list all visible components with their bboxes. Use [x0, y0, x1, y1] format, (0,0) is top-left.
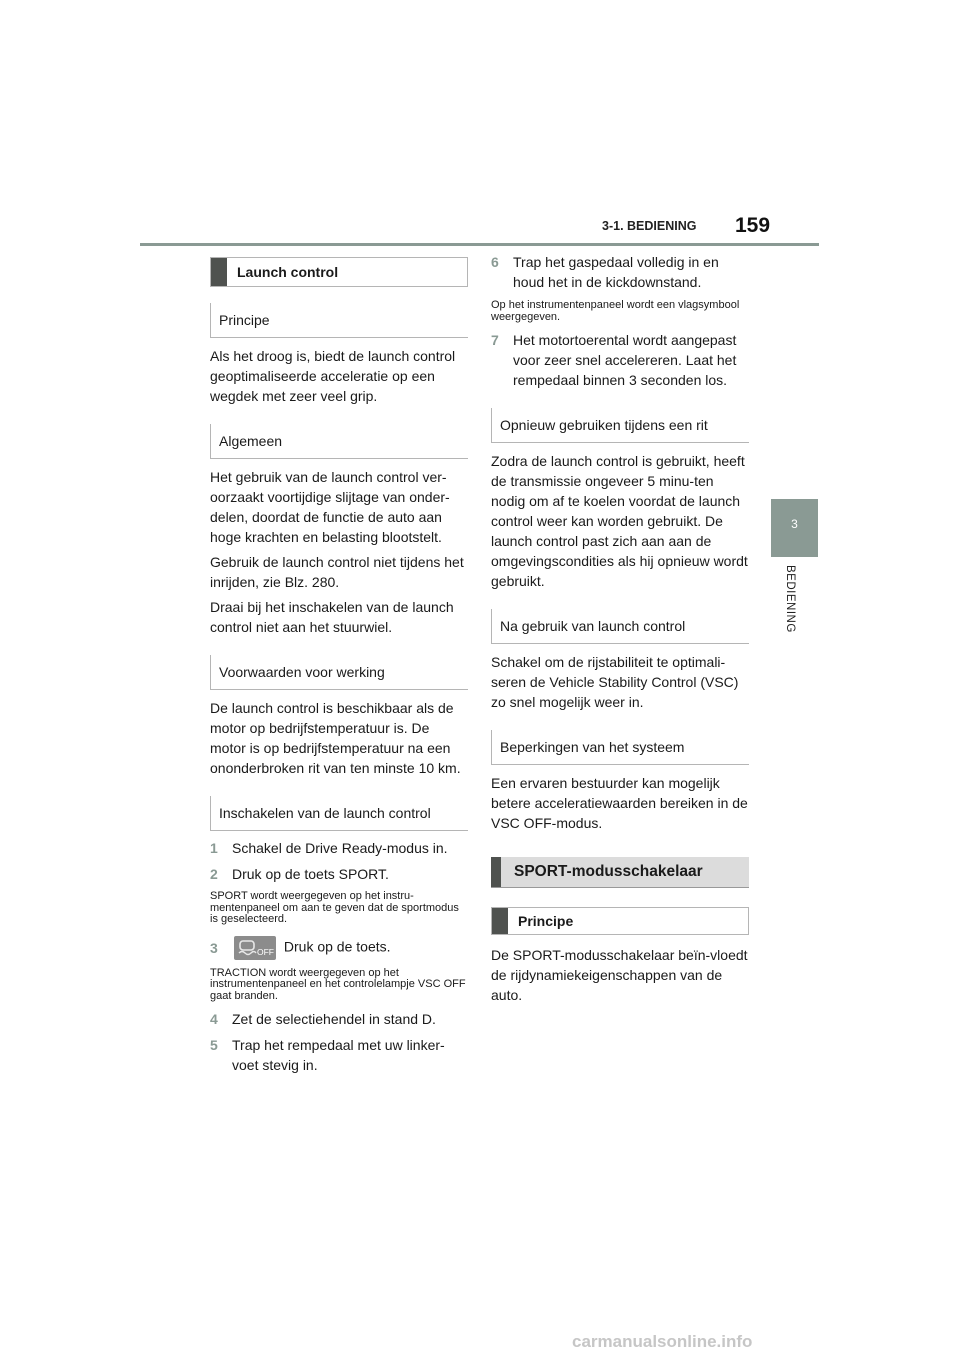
- voorwaarden-heading: Voorwaarden voor werking: [210, 655, 468, 690]
- step-number: 6: [491, 254, 499, 270]
- algemeen-paragraph-3: Draai bij het inschakelen van de launch control niet aan het stuurwiel.: [210, 599, 454, 635]
- step-number: 4: [210, 1011, 218, 1027]
- algemeen-paragraph-2: Gebruik de launch control niet tijdens het inrijden, zie Blz. 280.: [210, 554, 464, 590]
- step-number: 2: [210, 866, 218, 882]
- beperkingen-heading: Beperkingen van het systeem: [491, 730, 749, 765]
- launch-control-title: Launch control: [237, 264, 339, 280]
- step-number: 1: [210, 840, 218, 856]
- step-number: 5: [210, 1037, 218, 1053]
- step-7: [491, 330, 749, 390]
- chapter-label: BEDIENING: [784, 565, 796, 633]
- note-sport: SPORT wordt weergegeven op het instru-mentenpaneel om aan te geven dat de sportmodus is geselecteerd.: [210, 890, 459, 925]
- step-4: [210, 1009, 468, 1029]
- step-text: Zet de selectiehendel in stand D.: [232, 1011, 436, 1027]
- algemeen-heading: Algemeen: [210, 424, 468, 459]
- step-number: 7: [491, 332, 499, 348]
- principe-2-title: Principe: [518, 913, 574, 929]
- principe-heading: Principe: [210, 303, 468, 338]
- launch-control-heading: [210, 257, 468, 287]
- step-1: [210, 838, 468, 858]
- principe-text: Als het droog is, biedt de launch control geoptimaliseerde acceleratie op een wegdek met zeer veel grip.: [210, 348, 456, 404]
- voorwaarden-text: De launch control is beschikbaar als de motor op bedrijfstemperatuur is. De motor is op bedrijfstemperatuur na een ononderbroken rit van ten minste 10 km.: [210, 700, 461, 776]
- header-divider: [140, 243, 819, 246]
- algemeen-paragraph-1: Het gebruik van de launch control ver-oorzaakt voortijdige slijtage van onder-delen, doordat de functie de auto aan hoge krachten en belasting blootstelt.: [210, 469, 450, 545]
- step-text: Druk op de toets SPORT.: [232, 866, 389, 882]
- section-title: 3-1. BEDIENING: [602, 219, 697, 233]
- chapter-tab[interactable]: 3: [771, 499, 818, 557]
- step-number: 3: [210, 939, 218, 956]
- step-text: Het motortoerental wordt aangepast voor zeer snel accelereren. Laat het rempedaal binnen 3 seconden los.: [513, 332, 737, 388]
- sport-mode-title: SPORT-modusschakelaar: [514, 863, 703, 880]
- inschakelen-heading: Inschakelen van de launch control: [210, 796, 468, 831]
- step-text: Trap het rempedaal met uw linker-voet stevig in.: [232, 1037, 445, 1073]
- step-5: [210, 1035, 468, 1075]
- step-text: Trap het gaspedaal volledig in en houd het in de kickdownstand.: [513, 254, 719, 290]
- principe-2-text: De SPORT-modusschakelaar beïn-vloedt de rijdynamiekeigenschappen van de auto.: [491, 947, 748, 1003]
- beperkingen-text: Een ervaren bestuurder kan mogelijk betere acceleratiewaarden bereiken in de VSC OFF-modus.: [491, 775, 748, 831]
- left-column: [210, 257, 468, 1075]
- sport-mode-heading: [491, 857, 749, 888]
- right-column: [491, 252, 749, 1005]
- step-text: Schakel de Drive Ready-modus in.: [232, 840, 448, 856]
- icon-off-label: OFF: [257, 946, 274, 957]
- na-gebruik-text: Schakel om de rijstabiliteit te optimali-seren de Vehicle Stability Control (VSC) zo snel mogelijk weer in.: [491, 654, 739, 710]
- traction-off-icon: [234, 936, 276, 960]
- step-3: [210, 936, 468, 960]
- step-text: Druk op de toets.: [283, 938, 391, 955]
- step-2: [210, 864, 468, 884]
- note-flag: Op het instrumentenpaneel wordt een vlagsymbool weergegeven.: [491, 299, 740, 323]
- note-traction: TRACTION wordt weergegeven op het instrumentenpaneel en het controlelampje VSC OFF gaat branden.: [210, 966, 466, 1002]
- page-number: 159: [735, 214, 771, 237]
- opnieuw-text: Zodra de launch control is gebruikt, heeft de transmissie ongeveer 5 minu-ten nodig om af te koelen voordat de launch control weer kan worden gebruikt. De launch control past zich aan aan de omgevingscondities als hij opnieuw wordt gebruikt.: [491, 453, 748, 589]
- heading-marker: [491, 857, 501, 887]
- heading-marker: [492, 908, 508, 934]
- heading-marker: [211, 258, 227, 286]
- step-6: [491, 252, 749, 292]
- opnieuw-heading: Opnieuw gebruiken tijdens een rit: [491, 408, 749, 443]
- watermark: carmanualsonline.info: [572, 1332, 753, 1351]
- na-gebruik-heading: Na gebruik van launch control: [491, 609, 749, 644]
- principe-2-heading: [491, 907, 749, 935]
